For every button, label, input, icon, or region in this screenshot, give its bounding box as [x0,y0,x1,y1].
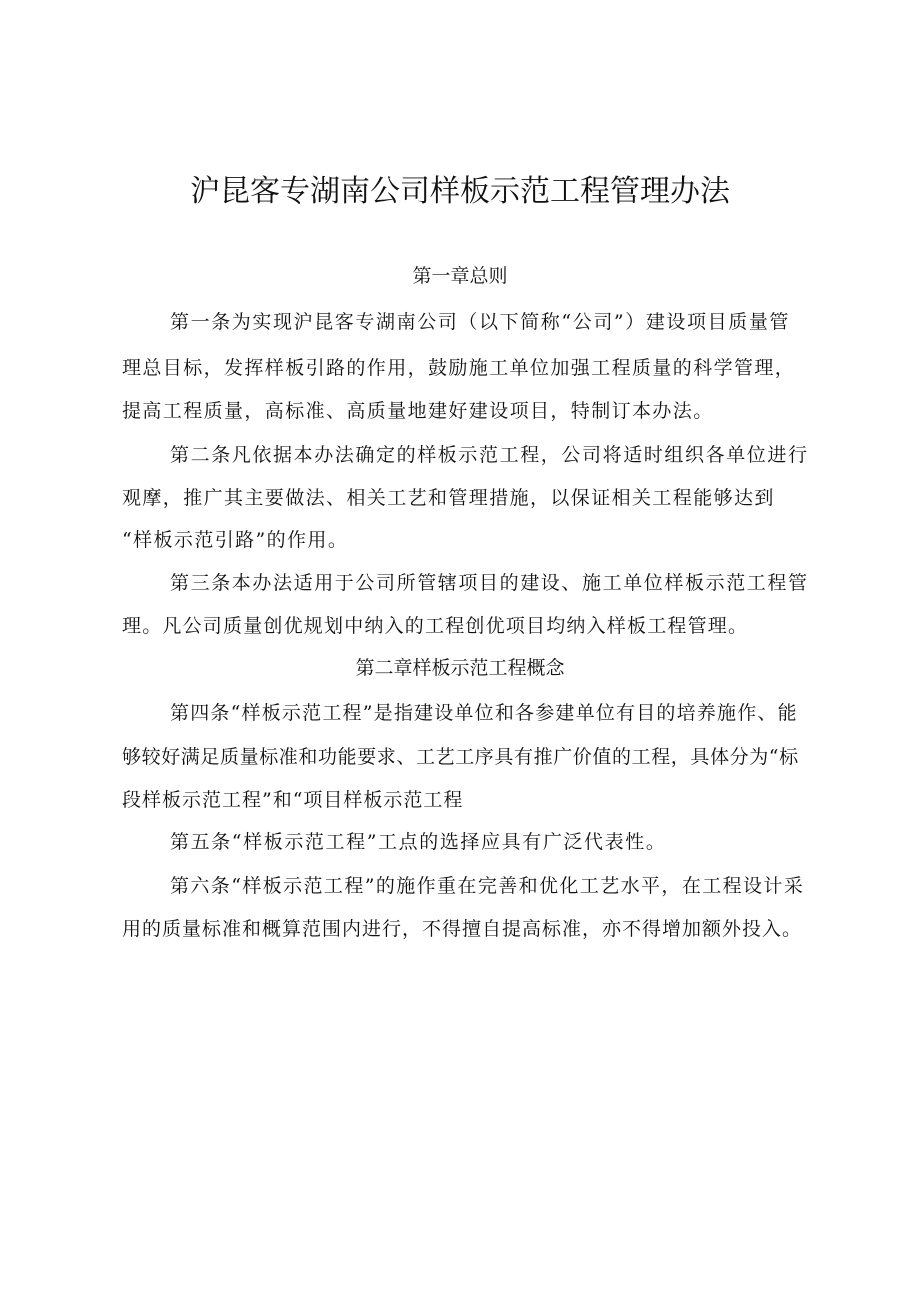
article-4-line-2: 够较好满足质量标准和功能要求、工艺工序具有推广价值的工程，具体分为“标 [122,746,799,768]
chapter-2-heading: 第二章样板示范工程概念 [355,657,565,679]
article-3-line-2: 理。凡公司质量创优规划中纳入的工程创优项目均纳入样板工程管理。 [122,615,749,637]
article-2-line-1: 第二条凡依据本办法确定的样板示范工程，公司将适时组织各单位进行 [170,444,809,466]
chapter-1-heading: 第一章总则 [412,265,508,287]
article-1-line-1: 第一条为实现沪昆客专湖南公司（以下简称“公司”）建设项目质量管 [170,311,791,333]
article-2-line-3: “样板示范引路”的作用。 [122,529,349,551]
article-6-line-2: 用的质量标准和概算范围内进行，不得擅自提高标准，亦不得增加额外投入。 [122,918,803,940]
article-4-line-3: 段样板示范工程”和“项目样板示范工程 [122,789,464,811]
article-1-line-3: 提高工程质量，高标准、高质量地建好建设项目，特制订本办法。 [122,400,714,422]
article-5-line-1: 第五条“样板示范工程”工点的选择应具有广泛代表性。 [170,831,667,853]
article-1-line-2: 理总目标，发挥样板引路的作用，鼓励施工单位加强工程质量的科学管理， [122,357,796,379]
article-3-line-1: 第三条本办法适用于公司所管辖项目的建设、施工单位样板示范工程管 [170,572,809,594]
article-6-line-1: 第六条“样板示范工程”的施作重在完善和优化工艺水平，在工程设计采 [170,875,805,897]
article-2-line-2: 观摩，推广其主要做法、相关工艺和管理措施，以保证相关工程能够达到 [122,487,775,509]
article-4-line-1: 第四条“样板示范工程”是指建设单位和各参建单位有目的培养施作、能 [170,702,798,724]
document-title: 沪昆客专湖南公司样板示范工程管理办法 [190,174,730,209]
